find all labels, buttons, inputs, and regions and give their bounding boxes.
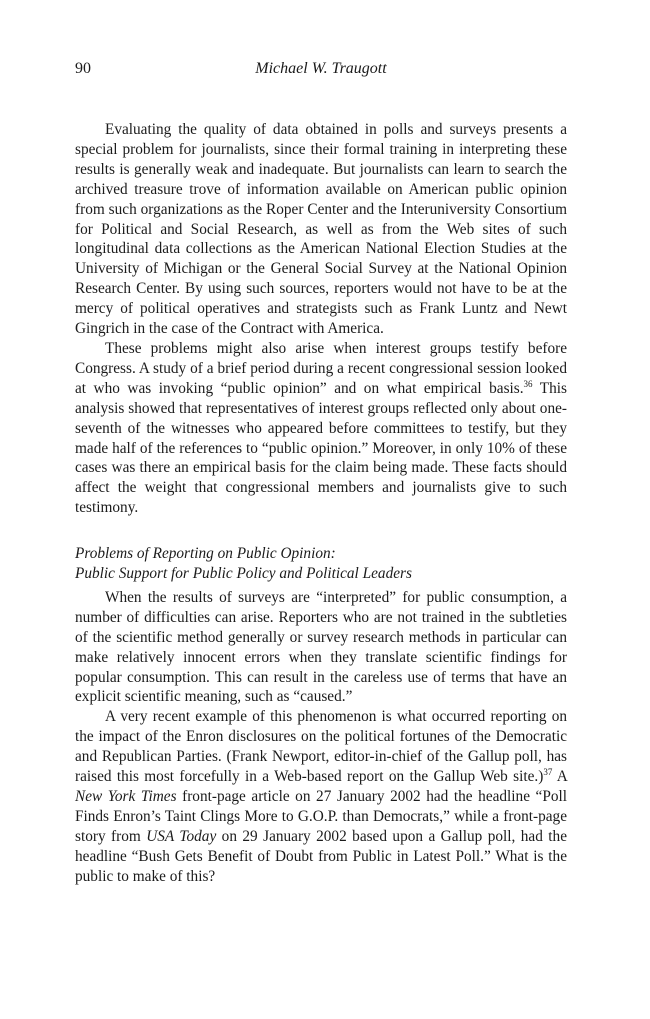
section-heading (75, 544, 567, 584)
paragraph-1 (75, 120, 567, 339)
page-number: 90 (75, 60, 91, 77)
book-page (75, 60, 567, 887)
paragraph-3-text: When the results of surveys are “interpreted” for public consumption, a number of difficulties can arise. Reporters who are not trained in the subtleties of the scientific method generally or survey research methods in particular can make relatively innocent errors when they translate scientific findings for popular consumption. This can result in the careless use of terms that have an explicit scientific meaning, such as “caused.” (75, 588, 567, 706)
body-text-section (75, 588, 567, 887)
footnote-ref-36: 36 (523, 378, 533, 389)
paragraph-1-text: Evaluating the quality of data obtained in polls and surveys presents a special problem for journalists, since their formal training in interpreting these results is generally weak and inadequate. But journalists can learn to search the archived treasure trove of information available on American public opinion from such organizations as the Roper Center and the Interuniversity Consortium for Political and Social Research, as well as from the Web sites of such longitudinal data collections as the American National Election Studies at the University of Michigan or the General Social Survey at the National Opinion Research Center. By using such sources, reporters would not have to be at the mercy of political operatives and strategists such as Frank Luntz and Newt Gingrich in the case of the Contract with America. (75, 121, 567, 338)
paragraph-2-text-b: This analysis showed that representatives of interest groups reflected only about one-seventh of the witnesses who appeared before committees to testify, but they made half of the references to “public opinion.” Moreover, in only 10% of these cases was there an empirical basis for the claim being made. These facts should affect the weight that congressional members and journalists give to such testimony. (75, 379, 567, 517)
paragraph-4-text-c: front-page article on 27 January 2002 had the headline “Poll Finds Enron’s Taint Clings More to G.O.P. than Democrats,” while a front-page story from (75, 788, 567, 845)
running-title: Michael W. Traugott (255, 60, 387, 77)
paragraph-4-text-d: on 29 January 2002 based upon a Gallup poll, had the headline “Bush Gets Benefit of Doubt from Public in Latest Poll.” What is the public to make of this? (75, 827, 567, 885)
publication-title-usa-today: USA Today (146, 827, 217, 845)
paragraph-4-text-b: A (552, 768, 568, 786)
publication-title-nyt: New York Times (75, 788, 177, 805)
running-head (75, 60, 567, 94)
paragraph-2 (75, 339, 567, 518)
paragraph-3 (75, 588, 567, 707)
section-heading-line-1: Problems of Reporting on Public Opinion: (75, 545, 336, 563)
body-text (75, 120, 567, 518)
paragraph-4 (75, 707, 567, 886)
paragraph-4-text-a: A very recent example of this phenomenon is what occurred reporting on the impact of the Enron disclosures on the political fortunes of the Democratic and Republican Parties. (Frank Newport, editor-in-chief of the Gallup poll, has raised this most forcefully in a Web-based report on the Gallup Web site.) (75, 708, 567, 786)
paragraph-2-text-a: These problems might also arise when interest groups testify before Congress. A study of a brief period during a recent congressional session looked at who was invoking “public opinion” and on what empirical basis. (75, 339, 567, 397)
section-heading-line-2: Public Support for Public Policy and Political Leaders (75, 565, 412, 583)
footnote-ref-37: 37 (543, 767, 553, 777)
